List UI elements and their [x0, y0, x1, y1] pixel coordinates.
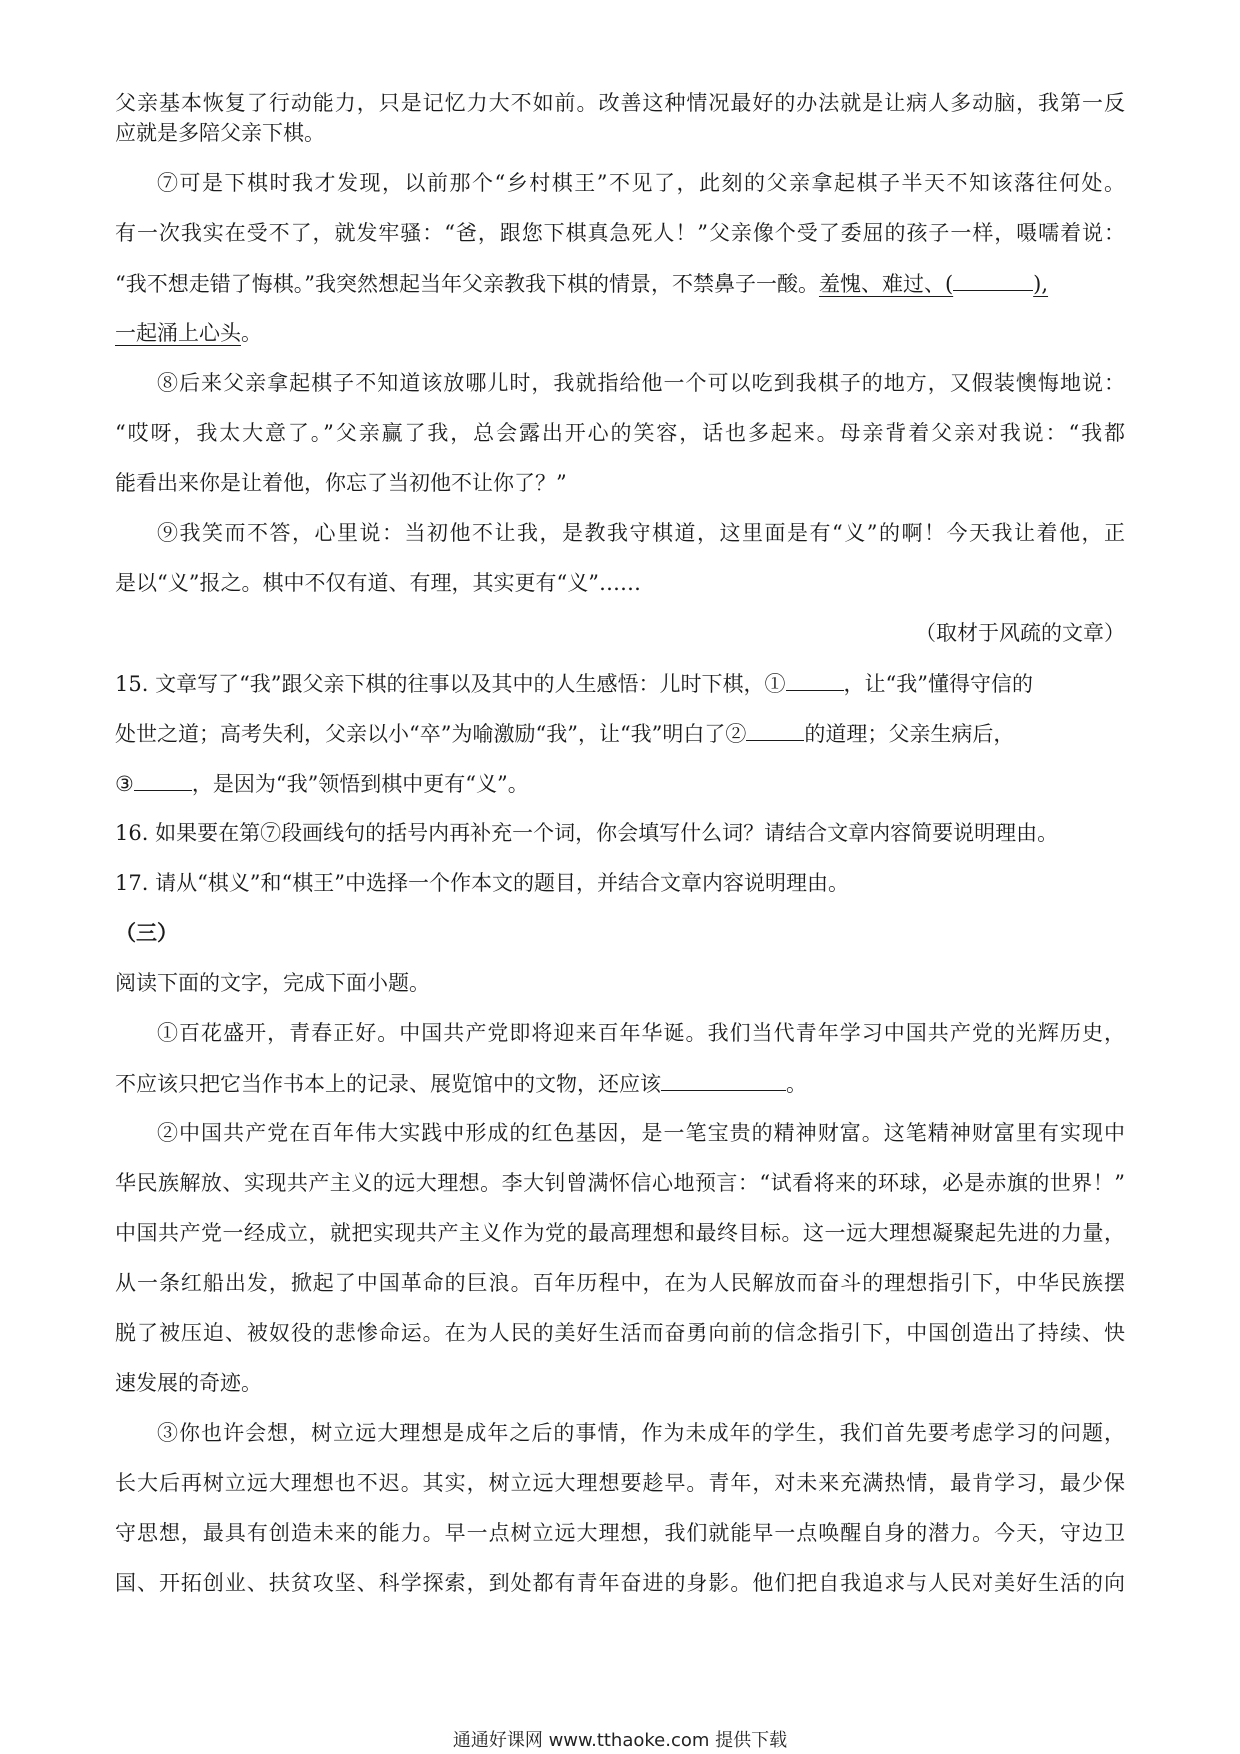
question-text: 15. 文章写了“我”跟父亲下棋的往事以及其中的人生感悟：儿时下棋，① — [115, 672, 786, 696]
paragraph-7-text: 。 — [241, 321, 262, 345]
underlined-sentence — [819, 272, 1048, 296]
underlined-text: 羞愧、难过、( — [818, 272, 954, 296]
paragraph-2-line: 中国共产党一经成立，就把实现共产主义作为党的最高理想和最终目标。这一远大理想凝聚起先进的力量， — [115, 1221, 1125, 1245]
answer-blank — [661, 1068, 786, 1091]
paragraph-3-line: ③你也许会想，树立远大理想是成年之后的事情，作为未成年的学生，我们首先要考虑学习的问题， — [157, 1421, 1125, 1445]
question-17: 17. 请从“棋义”和“棋王”中选择一个作本文的题目，并结合文章内容说明理由。 — [115, 871, 850, 895]
question-text: ③ — [115, 772, 134, 796]
paragraph-8-line: “哎呀，我太大意了。”父亲赢了我，总会露出开心的笑容，话也多起来。母亲背着父亲对我说：“我都 — [115, 421, 1125, 445]
answer-blank-1 — [786, 668, 844, 691]
paragraph-1-text: 。 — [786, 1072, 807, 1096]
paragraph-line: 应就是多陪父亲下棋。 — [115, 121, 325, 145]
paragraph-7-line: 有一次我实在受不了，就发牢骚：“爸，跟您下棋真急死人！”父亲像个受了委屈的孩子一样，嗫嚅着说： — [115, 221, 1125, 245]
underlined-text: ), — [1033, 272, 1049, 296]
paragraph-2-line: 脱了被压迫、被奴役的悲惨命运。在为人民的美好生活而奋勇向前的信念指引下，中国创造出了持续、快 — [115, 1321, 1125, 1345]
question-15-line — [115, 768, 1125, 798]
paragraph-1-line — [115, 1068, 1125, 1098]
paragraph-7-line — [115, 268, 1125, 298]
paragraph-2-line: 速发展的奇迹。 — [115, 1371, 262, 1395]
section-instruction: 阅读下面的文字，完成下面小题。 — [115, 971, 430, 995]
paragraph-1-line: ①百花盛开，青春正好。中国共产党即将迎来百年华诞。我们当代青年学习中国共产党的光辉历史， — [157, 1021, 1125, 1045]
question-16: 16. 如果要在第⑦段画线句的括号内再补充一个词，你会填写什么词？请结合文章内容简要说明理由。 — [115, 821, 1059, 845]
paragraph-2-line: 从一条红船出发，掀起了中国革命的巨浪。百年历程中，在为人民解放而奋斗的理想指引下，中华民族摆 — [115, 1271, 1125, 1295]
answer-blank-3 — [134, 768, 192, 791]
document-page — [115, 88, 1125, 1598]
paragraph-2-line: ②中国共产党在百年伟大实践中形成的红色基因，是一笔宝贵的精神财富。这笔精神财富里有实现中 — [157, 1121, 1125, 1145]
paragraph-8-line: 能看出来你是让着他，你忘了当初他不让你了？” — [115, 471, 567, 495]
question-text: 处世之道；高考失利，父亲以小“卒”为喻激励“我”，让“我”明白了② — [115, 722, 747, 746]
paragraph-8-line: ⑧后来父亲拿起棋子不知道该放哪儿时，我就指给他一个可以吃到我棋子的地方，又假装懊悔地说： — [157, 371, 1125, 395]
question-text: ，是因为“我”领悟到棋中更有“义”。 — [191, 772, 529, 796]
source-attribution: （取材于风疏的文章） — [915, 621, 1125, 645]
paragraph-7-text: “我不想走错了悔棋。”我突然想起当年父亲教我下棋的情景，不禁鼻子一酸。 — [115, 272, 819, 296]
answer-blank — [953, 268, 1033, 291]
question-text: ，让“我”懂得守信的 — [843, 672, 1034, 696]
paragraph-9-line: 是以“义”报之。棋中不仅有道、有理，其实更有“义”…… — [115, 571, 641, 595]
question-15-line — [115, 668, 1125, 698]
paragraph-3-line: 国、开拓创业、扶贫攻坚、科学探索，到处都有青年奋进的身影。他们把自我追求与人民对美好生活的向 — [115, 1571, 1125, 1595]
question-15-line — [115, 718, 1125, 748]
underlined-sentence: 一起涌上心头 — [115, 321, 241, 345]
paragraph-3-line: 长大后再树立远大理想也不迟。其实，树立远大理想要趁早。青年，对未来充满热情，最肯学习，最少保 — [115, 1471, 1125, 1495]
paragraph-2-line: 华民族解放、实现共产主义的远大理想。李大钊曾满怀信心地预言：“试看将来的环球，必是赤旗的世界！” — [115, 1171, 1125, 1195]
paragraph-9-line: ⑨我笑而不答，心里说：当初他不让我，是教我守棋道，这里面是有“义”的啊！今天我让着他，正 — [157, 521, 1125, 545]
page-footer: 通通好课网 www.tthaoke.com 提供下载 — [452, 1730, 788, 1751]
paragraph-7-line — [115, 318, 1125, 348]
paragraph-3-line: 守思想，最具有创造未来的能力。早一点树立远大理想，我们就能早一点唤醒自身的潜力。今天，守边卫 — [115, 1521, 1125, 1545]
section-heading: （三） — [115, 920, 178, 945]
paragraph-1-text: 不应该只把它当作书本上的记录、展览馆中的文物，还应该 — [115, 1072, 661, 1096]
question-text: 的道理；父亲生病后， — [804, 722, 1015, 746]
answer-blank-2 — [746, 718, 804, 741]
paragraph-7-line: ⑦可是下棋时我才发现，以前那个“乡村棋王”不见了，此刻的父亲拿起棋子半天不知该落往何处。 — [157, 171, 1125, 195]
paragraph-line: 父亲基本恢复了行动能力，只是记忆力大不如前。改善这种情况最好的办法就是让病人多动脑，我第一反 — [115, 91, 1125, 115]
